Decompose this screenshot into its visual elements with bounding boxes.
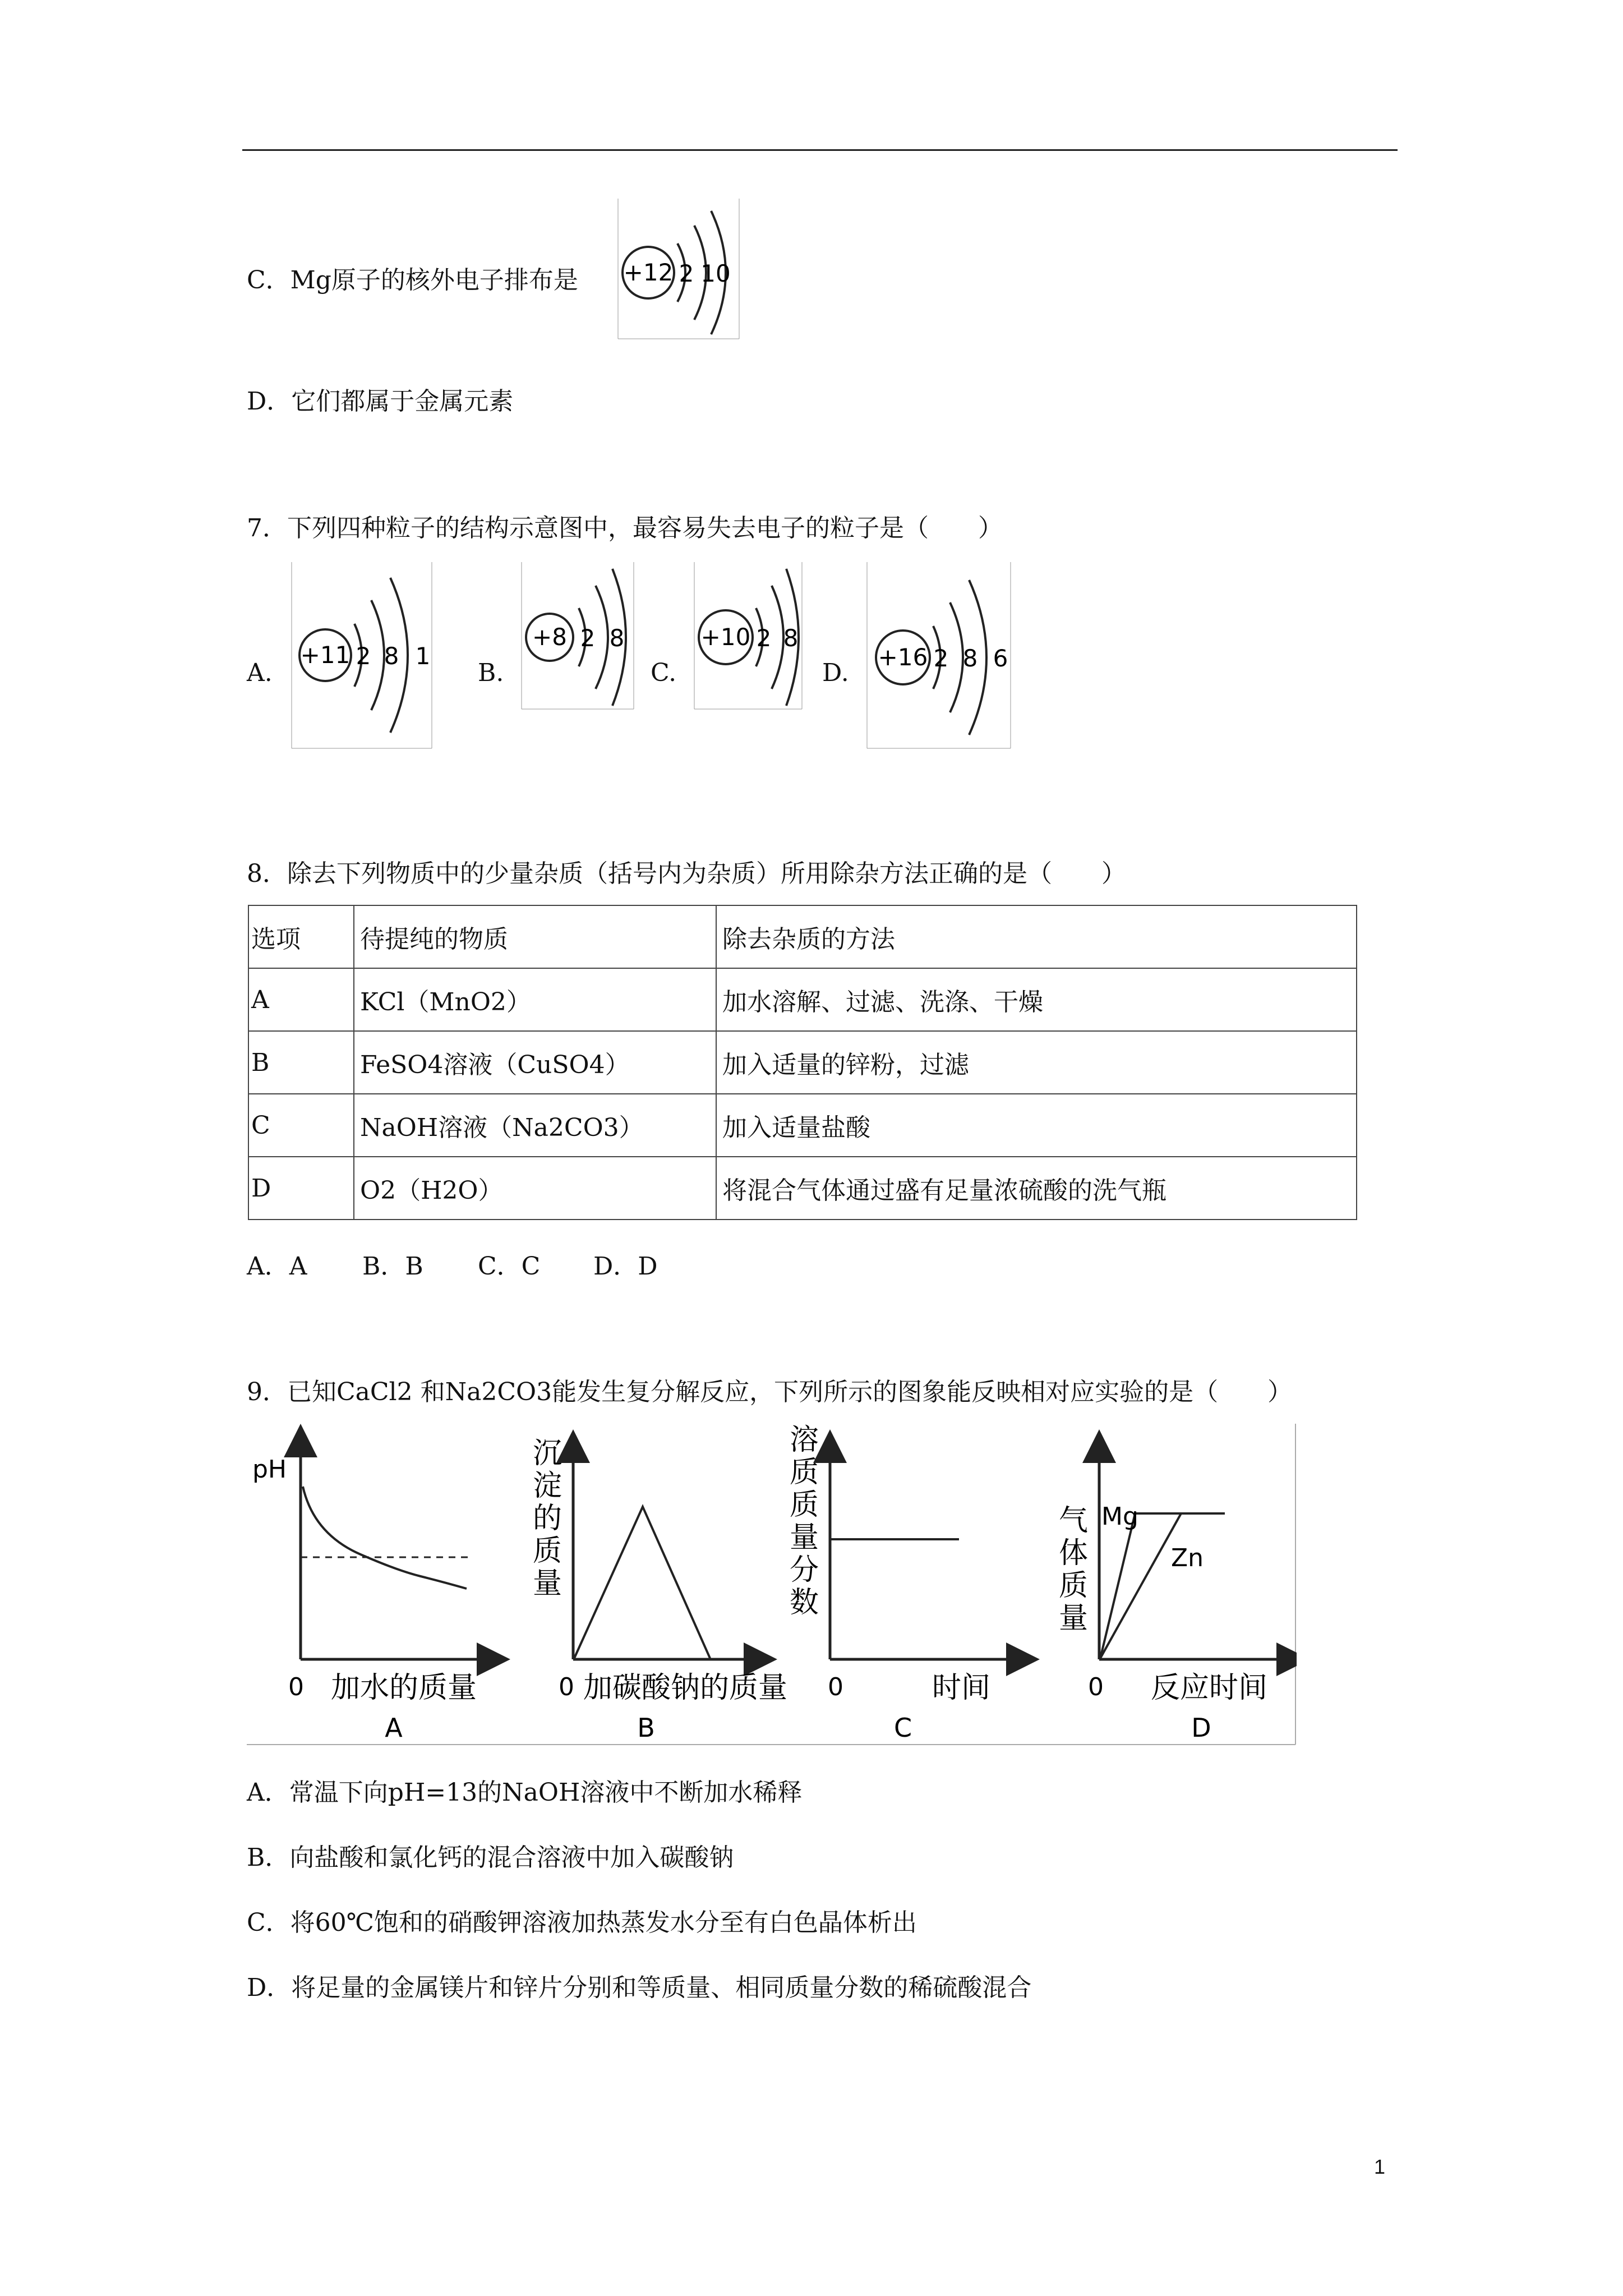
graph-a-ylabel: pH bbox=[252, 1455, 287, 1484]
q7-option-b-label: B. bbox=[478, 659, 504, 687]
graph-b-origin: 0 bbox=[559, 1673, 574, 1701]
q8-answer-a: A．A bbox=[247, 1252, 307, 1281]
graph-c-ylabel-5: 分 bbox=[790, 1553, 819, 1587]
graph-b bbox=[533, 1437, 787, 1743]
table-row bbox=[248, 1031, 1357, 1094]
row-substance bbox=[354, 1157, 716, 1220]
graph-b-label: B bbox=[637, 1713, 655, 1743]
header-option: 选项 bbox=[248, 905, 354, 968]
q7a-shell-2: 8 bbox=[384, 642, 399, 670]
graph-b-ylabel-1: 沉 bbox=[533, 1437, 562, 1470]
row-substance-text: KCl（MnO2） bbox=[360, 988, 531, 1016]
q7b-shell-1: 2 bbox=[580, 624, 596, 652]
header-substance: 待提纯的物质 bbox=[354, 905, 716, 968]
graph-b-ylabel-4: 质 bbox=[533, 1534, 562, 1568]
row-method: 加入适量盐酸 bbox=[716, 1094, 1357, 1157]
graph-c-label: C bbox=[893, 1713, 912, 1743]
q7a-shell-1: 2 bbox=[356, 642, 371, 670]
q7-diagram-b bbox=[520, 561, 635, 710]
row-option: B bbox=[248, 1031, 354, 1094]
q9-graphs bbox=[247, 1424, 1297, 1747]
row-method: 加水溶解、过滤、洗涤、干燥 bbox=[716, 968, 1357, 1031]
option-c-text: C．Mg原子的核外电子排布是 bbox=[247, 266, 578, 295]
q9-stem bbox=[247, 1375, 1292, 1409]
graph-d-origin: 0 bbox=[1088, 1673, 1104, 1701]
row-substance-text: FeSO4溶液（CuSO4） bbox=[360, 1051, 630, 1079]
row-substance bbox=[354, 1094, 716, 1157]
graph-c-ylabel-4: 量 bbox=[790, 1521, 819, 1554]
page-number: 1 bbox=[1374, 2155, 1386, 2178]
q7b-shell-2: 8 bbox=[609, 624, 625, 652]
q9-stem-text: 9．已知CaCl2 和Na2CO3能发生复分解反应，下列所示的图象能反映相对应实验的是（ ） bbox=[247, 1378, 1293, 1406]
q7-option-d-label: D. bbox=[822, 659, 849, 687]
graph-d-xlabel: 反应时间 bbox=[1151, 1671, 1268, 1705]
row-option: D bbox=[248, 1157, 354, 1220]
q7c-shell-2: 8 bbox=[783, 624, 799, 652]
mg-shell-2: 10 bbox=[700, 260, 731, 287]
q8-answer-c: C．C bbox=[478, 1252, 541, 1281]
mg-shell-1: 2 bbox=[679, 260, 694, 287]
row-method: 将混合气体通过盛有足量浓硫酸的洗气瓶 bbox=[716, 1157, 1357, 1220]
graph-a bbox=[252, 1441, 494, 1743]
graph-c bbox=[790, 1424, 1023, 1743]
mg-nucleus: +12 bbox=[623, 259, 674, 286]
graph-a-xlabel: 加水的质量 bbox=[331, 1671, 477, 1705]
q7d-nucleus: +16 bbox=[878, 643, 928, 671]
graph-d-ylabel-1: 气 bbox=[1059, 1504, 1089, 1538]
graph-b-ylabel-2: 淀 bbox=[533, 1469, 562, 1503]
graph-d bbox=[1059, 1446, 1293, 1743]
mg-atom-diagram bbox=[616, 197, 740, 340]
q8-answer-d: D．D bbox=[593, 1252, 658, 1281]
graph-a-label: A bbox=[385, 1713, 403, 1743]
graph-b-ylabel-5: 量 bbox=[533, 1567, 562, 1600]
row-option: A bbox=[248, 968, 354, 1031]
graph-d-series-mg: Mg bbox=[1101, 1502, 1138, 1531]
q7d-shell-3: 6 bbox=[993, 645, 1008, 672]
q7-option-c-label: C. bbox=[651, 659, 677, 687]
table-row bbox=[248, 1157, 1357, 1220]
row-option: C bbox=[248, 1094, 354, 1157]
graph-c-ylabel-3: 质 bbox=[790, 1488, 819, 1522]
q9-option-a: A．常温下向pH=13的NaOH溶液中不断加水稀释 bbox=[247, 1778, 803, 1807]
q9-option-c: C．将60℃饱和的硝酸钾溶液加热蒸发水分至有白色晶体析出 bbox=[247, 1908, 917, 1937]
q8-stem: 8．除去下列物质中的少量杂质（括号内为杂质）所用除杂方法正确的是（ ） bbox=[247, 859, 1126, 888]
q7-option-a-label: A. bbox=[247, 659, 273, 687]
q7b-nucleus: +8 bbox=[532, 623, 567, 651]
q7c-shell-1: 2 bbox=[756, 624, 772, 652]
graph-a-origin: 0 bbox=[288, 1673, 304, 1701]
q7-diagram-a bbox=[291, 561, 433, 749]
option-d-text: D．它们都属于金属元素 bbox=[247, 387, 514, 416]
table-row bbox=[248, 1094, 1357, 1157]
graph-c-ylabel-6: 数 bbox=[790, 1586, 819, 1619]
graph-c-ylabel-1: 溶 bbox=[790, 1424, 819, 1457]
q7a-shell-3: 1 bbox=[415, 642, 431, 670]
row-substance bbox=[354, 1031, 716, 1094]
graph-c-ylabel-2: 质 bbox=[790, 1456, 819, 1489]
q9-option-d: D．将足量的金属镁片和锌片分别和等质量、相同质量分数的稀硫酸混合 bbox=[247, 1973, 1032, 2002]
q8-table bbox=[248, 905, 1357, 1220]
header-rule bbox=[242, 149, 1398, 151]
q9-option-b: B．向盐酸和氯化钙的混合溶液中加入碳酸钠 bbox=[247, 1843, 734, 1872]
q7-stem: 7．下列四种粒子的结构示意图中，最容易失去电子的粒子是（ ） bbox=[247, 514, 1003, 542]
header-method: 除去杂质的方法 bbox=[716, 905, 1357, 968]
table-header-row bbox=[248, 905, 1357, 968]
graph-b-xlabel: 加碳酸钠的质量 bbox=[583, 1671, 788, 1705]
q8-answer-b: B．B bbox=[362, 1252, 423, 1281]
graph-b-ylabel-3: 的 bbox=[533, 1502, 562, 1535]
graph-d-ylabel-2: 体 bbox=[1059, 1536, 1089, 1570]
table-row bbox=[248, 968, 1357, 1031]
graph-c-origin: 0 bbox=[828, 1673, 843, 1701]
graph-d-label: D bbox=[1191, 1713, 1211, 1743]
row-substance bbox=[354, 968, 716, 1031]
q7d-shell-1: 2 bbox=[933, 645, 949, 672]
row-substance-text: O2（H2O） bbox=[360, 1176, 503, 1205]
q7-diagram-d bbox=[866, 561, 1012, 749]
row-method: 加入适量的锌粉，过滤 bbox=[716, 1031, 1357, 1094]
graph-d-ylabel-4: 量 bbox=[1059, 1602, 1089, 1635]
graph-d-series-zn: Zn bbox=[1171, 1544, 1204, 1572]
q7a-nucleus: +11 bbox=[300, 641, 351, 669]
graph-c-xlabel: 时间 bbox=[932, 1671, 991, 1705]
graph-d-ylabel-3: 质 bbox=[1059, 1569, 1089, 1603]
q7-diagram-c bbox=[693, 561, 803, 710]
q7d-shell-2: 8 bbox=[962, 645, 978, 672]
q7c-nucleus: +10 bbox=[700, 623, 751, 651]
row-substance-text: NaOH溶液（Na2CO3） bbox=[360, 1114, 644, 1142]
